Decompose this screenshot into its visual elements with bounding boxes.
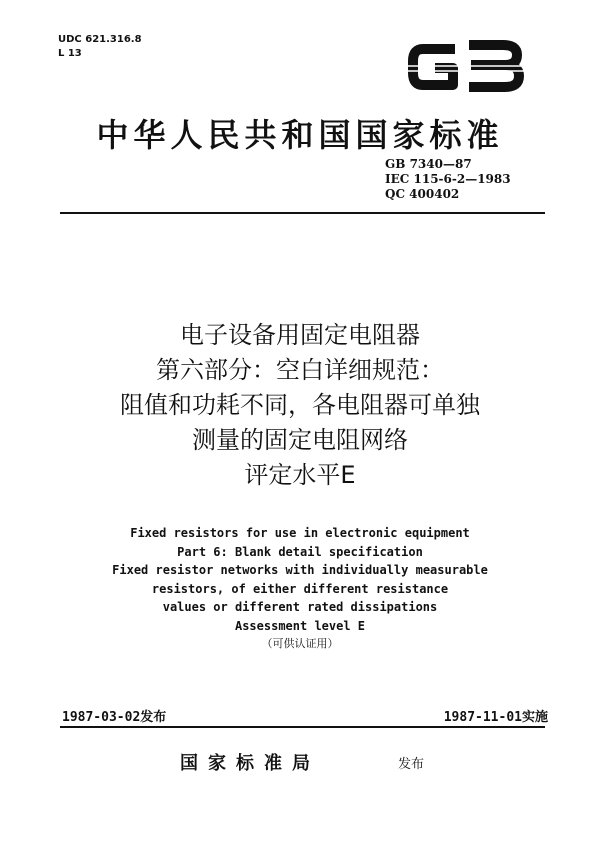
gb-logo	[405, 37, 525, 95]
issuing-authority: 国家标准局	[180, 753, 320, 774]
qc-code: QC 400402	[385, 187, 460, 201]
chinese-title	[40, 318, 560, 493]
en-title-line: values or different rated dissipations	[162, 600, 438, 614]
english-title	[40, 524, 560, 654]
top-divider	[60, 212, 545, 214]
bottom-divider	[60, 726, 545, 728]
udc-number: UDC 621.316.8	[58, 34, 142, 45]
issue-date: 1987-03-02发布	[62, 710, 167, 725]
cn-title-line: 阻值和功耗不同，各电阻器可单独	[120, 391, 480, 419]
en-title-line: Fixed resistors for use in electronic equipment	[130, 526, 470, 540]
gb-code: GB 7340—87	[385, 157, 472, 171]
en-title-line: resistors, of either different resistance	[151, 581, 449, 596]
publish-label: 发布	[398, 757, 425, 772]
effective-date: 1987-11-01实施	[443, 710, 548, 725]
class-code: L 13	[58, 48, 82, 59]
en-title-line: Part 6: Blank detail specification	[177, 544, 423, 559]
cn-title-line: 评定水平E	[244, 461, 356, 489]
cn-title-line: 第六部分：空白详细规范：	[156, 356, 444, 384]
cn-title-line: 测量的固定电阻网络	[192, 426, 408, 454]
iec-code: IEC 115-6-2—1983	[385, 172, 511, 186]
udc-block	[58, 33, 142, 61]
standard-codes	[385, 157, 511, 202]
en-title-line: Assessment level E	[234, 618, 366, 633]
certification-note: （可供认证用）	[261, 637, 339, 650]
en-title-line: Fixed resistor networks with individually measurable	[112, 563, 488, 577]
standard-type-title: 中华人民共和国国家标准	[96, 116, 504, 154]
cn-title-line: 电子设备用固定电阻器	[180, 321, 420, 349]
